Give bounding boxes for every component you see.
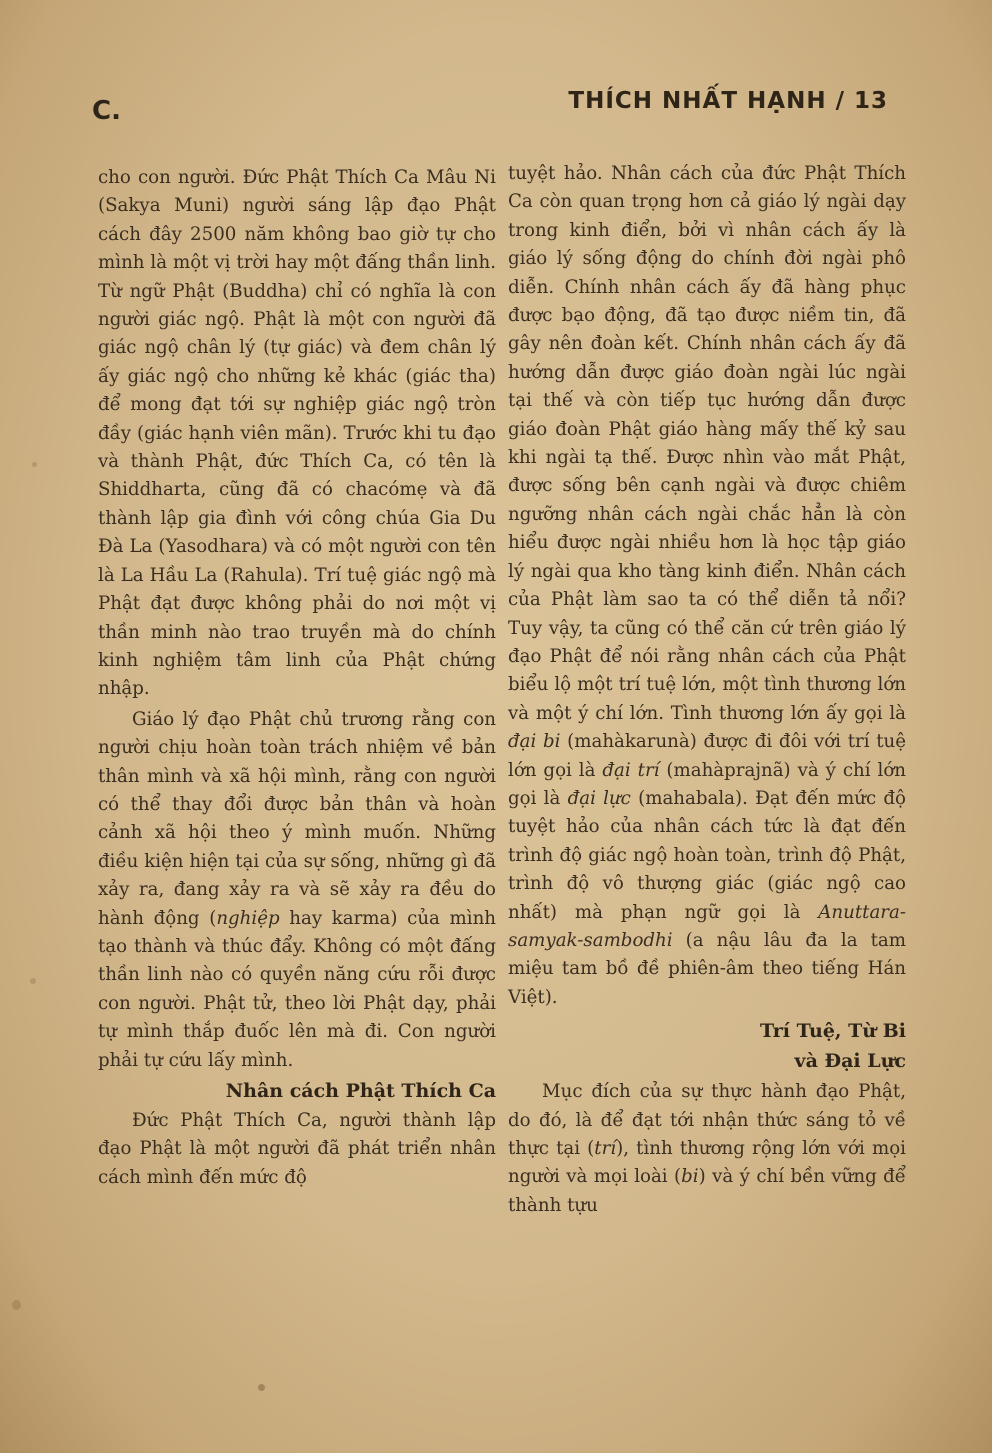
paragraph [98,706,496,1075]
text-run: hay karma) của mình tạo thành và thúc đẩy. Không có một đấng thần linh nào có quyền năng cứu rỗi được con người. Phật tử, theo lời Phật dạy, phải tự mình thắp đuốc lên mà đi. Con người phải tự cứu lấy mình. [98,907,497,1071]
paper-stain [32,462,37,467]
paragraph: Đức Phật Thích Ca, người thành lập đạo Phật là một người đã phát triển nhân cách mình đến mức độ [98,1110,496,1188]
paragraph: cho con người. Đức Phật Thích Ca Mâu Ni (Sakya Muni) người sáng lập đạo Phật cách đây 2500 năm không bao giờ tự cho mình là một vị trời hay một đấng thần linh. Từ ngữ Phật (Buddha) chỉ có nghĩa là con người giác ngộ. Phật là một con người đã giác ngộ chân lý (tự giác) và đem chân lý ấy giác ngộ cho những kẻ khác (giác tha) để mong đạt tới sự nghiệp giác ngộ tròn đầy (giác hạnh viên mãn). Trước khi tu đạo và thành Phật, đức Thích Ca, có tên là Shiddharta, cũng đã có chacómẹ và đã thành lập gia đình với công chúa Gia Du Đà La (Yasodhara) và có một người con tên là La Hầu La (Rahula). Trí tuệ giác ngộ mà Phật đạt được không phải do nơi một vị thần minh nào trao truyền mà do chính kinh nghiệm tâm linh của Phật chứng nhập. [98,167,496,700]
section-heading: Nhân cách Phật Thích Ca [225,1080,496,1102]
emphasis: đại bi [508,731,561,753]
paper-stain [12,1300,21,1310]
emphasis: nghiệp [216,907,280,929]
section-heading-line: và Đại Lực [794,1050,906,1073]
right-column [508,160,906,1220]
text-run: ) và ý chí bền vững để thành tựu [508,1166,906,1216]
emphasis: bi [681,1166,699,1188]
text-run: (mahàprajnã) và ý chí lớn gọi là [508,759,906,809]
left-column [98,164,496,1192]
text-run: tuyệt hảo. Nhân cách của đức Phật Thích Ca còn quan trọng hơn cả giáo lý ngài dạy trong kinh điển, bởi vì nhân cách ấy là giáo lý sống động do chính đời ngài phô diễn. Chính nhân cách ấy đã hàng phục được bạo động, đã tạo được niềm tin, đã gây nên đoàn kết. Chính nhân cách ấy đã hướng dẫn được giáo đoàn ngài lúc ngài tại thế và còn tiếp tục hướng dẫn được giáo đoàn Phật giáo hàng mấy thế kỷ sau khi ngài tạ thế. Được nhìn vào mắt Phật, được sống bên cạnh ngài và được chiêm ngưỡng nhân cách ngài chắc hẳn là còn hiểu được ngài nhiều hơn là học tập giáo lý ngài qua kho tàng kinh điển. Nhân cách của Phật làm sao ta có thể diễn tả nổi? Tuy vậy, ta cũng có thể căn cứ trên giáo lý đạo Phật để nói rằng nhân cách của Phật biểu lộ một trí tuệ lớn, một tình thương lớn và một ý chí lớn. Tình thương lớn ấy gọi là [508,163,906,724]
emphasis: đại lực [567,787,631,809]
emphasis: Anuttara-samyak-sambodhi [508,901,906,951]
paragraph [508,160,906,1012]
paper-stain [30,978,36,984]
running-header: THÍCH NHẤT HẠNH / 13 [568,88,888,114]
paragraph [508,1078,906,1220]
emphasis: trí [594,1138,617,1159]
text-run: Mục đích của sự thực hành đạo Phật, do đó, là để đạt tới nhận thức sáng tỏ về thực tại ( [508,1081,906,1159]
emphasis: đại trí [602,759,660,781]
text-run: Giáo lý đạo Phật chủ trương rằng con người chịu hoàn toàn trách nhiệm về bản thân mình và xã hội mình, rằng con người có thể thay đổi được bản thân và hoàn cảnh xã hội theo ý mình muốn. Những điều kiện hiện tại của sự sống, những gì đã xảy ra, đang xảy ra và sẽ xảy ra đều do hành động ( [98,708,496,929]
text-run: (mahàkarunà) được đi đôi với trí tuệ lớn gọi là [508,731,906,781]
header-section-mark: C. [92,96,121,126]
text-run: (mahabala). Đạt đến mức độ tuyệt hảo của nhân cách tức là đạt đến trình độ giác ngộ hoàn toàn, trình độ Phật, trình độ vô thượng giác (giác ngộ cao nhất) mà phạn ngữ gọi là [508,787,906,923]
section-heading [508,1016,906,1076]
paper-stain [258,1384,265,1391]
section-heading-line: Trí Tuệ, Từ Bi [760,1020,906,1043]
text-run: ), tình thương rộng lớn với mọi người và mọi loài ( [508,1138,906,1188]
text-run: (a nậu lâu đa la tam miệu tam bồ đề phiên-âm theo tiếng Hán Việt). [508,929,906,1008]
